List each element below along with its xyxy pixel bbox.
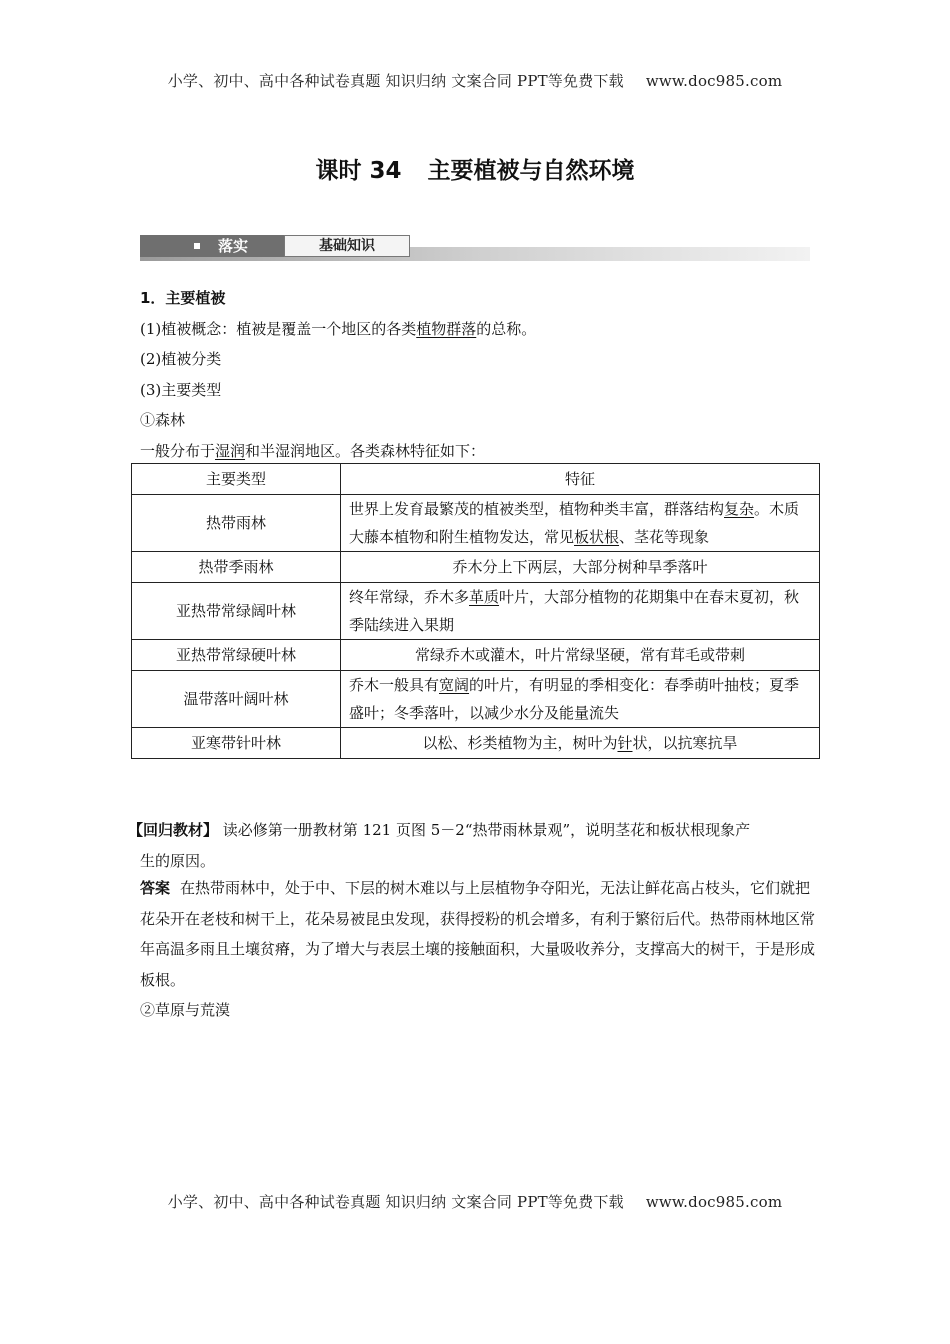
paragraph-vegetation-concept: (1)植被概念：植被是覆盖一个地区的各类植物群落的总称。 xyxy=(140,319,537,338)
textbook-question-line: 生的原因。 xyxy=(140,851,216,870)
cell-feature: 常绿乔木或灌木，叶片常绿坚硬，常有茸毛或带刺 xyxy=(341,640,820,671)
page-title xyxy=(0,152,950,185)
footer-ad-text: 小学、初中、高中各种试卷真题 知识归纳 文案合同 PPT等免费下载 xyxy=(167,1193,624,1211)
forest-types-table xyxy=(131,463,820,759)
cell-feature: 世界上发育最繁茂的植被类型，植物种类丰富，群落结构复杂。木质大藤本植物和附生植物发达，常见板状根、茎花等现象 xyxy=(341,495,820,552)
cell-type: 热带雨林 xyxy=(132,495,341,552)
cell-feature: 以松、杉类植物为主，树叶为针状，以抗寒抗旱 xyxy=(341,728,820,759)
table-row xyxy=(132,583,820,640)
answer-paragraph xyxy=(140,873,820,995)
cell-type: 热带季雨林 xyxy=(132,552,341,583)
footer-site-url[interactable]: www.doc985.com xyxy=(645,1193,783,1211)
square-bullet-icon xyxy=(194,243,200,249)
answer-block xyxy=(140,873,820,1026)
table-row xyxy=(132,728,820,759)
section-banner xyxy=(140,235,810,261)
banner-tag xyxy=(140,235,284,257)
table-row xyxy=(132,552,820,583)
header-feature: 特征 xyxy=(341,464,820,495)
banner-tag-text: 落实 xyxy=(218,237,249,255)
lesson-number: 课时 34 xyxy=(315,158,402,184)
paragraph-vegetation-classification: (2)植被分类 xyxy=(140,350,222,368)
cell-feature: 终年常绿，乔木多革质叶片，大部分植物的花期集中在春末夏初，秋季陆续进入果期 xyxy=(341,583,820,640)
cell-type: 亚寒带针叶林 xyxy=(132,728,341,759)
answer-text: 在热带雨林中，处于中、下层的树木难以与上层植物争夺阳光，无法让鲜花高占枝头，它们就把花朵开在老枝和树干上，花朵易被昆虫发现，获得授粉的机会增多，有利于繁衍后代。热带雨林地区常年高温多雨且土壤贫瘠，为了增大与表层土壤的接触面积，大量吸收养分，支撑高大的树干，于是形成板根。 xyxy=(140,879,816,989)
textbook-question xyxy=(128,815,818,876)
table-row xyxy=(132,495,820,552)
page-footer xyxy=(0,1191,950,1212)
header-site-url[interactable]: www.doc985.com xyxy=(645,72,783,90)
cell-type: 亚热带常绿阔叶林 xyxy=(132,583,341,640)
textbook-question-line xyxy=(128,815,818,846)
header-ad-text: 小学、初中、高中各种试卷真题 知识归纳 文案合同 PPT等免费下载 xyxy=(167,72,624,90)
cell-feature: 乔木一般具有宽阔的叶片，有明显的季相变化：春季萌叶抽枝；夏季盛叶；冬季落叶，以减少水分及能量流失 xyxy=(341,671,820,728)
lesson-title: 主要植被与自然环境 xyxy=(427,158,635,184)
page-header xyxy=(0,70,950,91)
blank-answer: 植物群落 xyxy=(416,319,477,338)
cell-type: 温带落叶阔叶林 xyxy=(132,671,341,728)
paragraph-main-types: (3)主要类型 xyxy=(140,380,222,399)
table-row xyxy=(132,640,820,671)
paragraph-forest: ①森林 xyxy=(140,411,186,429)
cell-feature: 乔木分上下两层，大部分树种旱季落叶 xyxy=(341,552,820,583)
textbook-question-text: 读必修第一册教材第 121 页图 5－2“热带雨林景观”，说明茎花和板状根现象产 xyxy=(222,821,751,839)
textbook-tag: 【回归教材】 xyxy=(128,821,219,839)
cell-type: 亚热带常绿硬叶林 xyxy=(132,640,341,671)
blank-answer: 湿润 xyxy=(215,441,246,460)
table-row xyxy=(132,671,820,728)
paragraph-grassland-desert: ②草原与荒漠 xyxy=(140,1001,231,1019)
section-heading: 1．主要植被 xyxy=(140,289,226,307)
header-type: 主要类型 xyxy=(132,464,341,495)
section-main-vegetation xyxy=(140,283,820,466)
paragraph-forest-distribution: 一般分布于湿润和半湿润地区。各类森林特征如下： xyxy=(140,441,486,460)
table-header-row xyxy=(132,464,820,495)
banner-label: 基础知识 xyxy=(284,235,410,257)
answer-label: 答案 xyxy=(140,879,171,897)
